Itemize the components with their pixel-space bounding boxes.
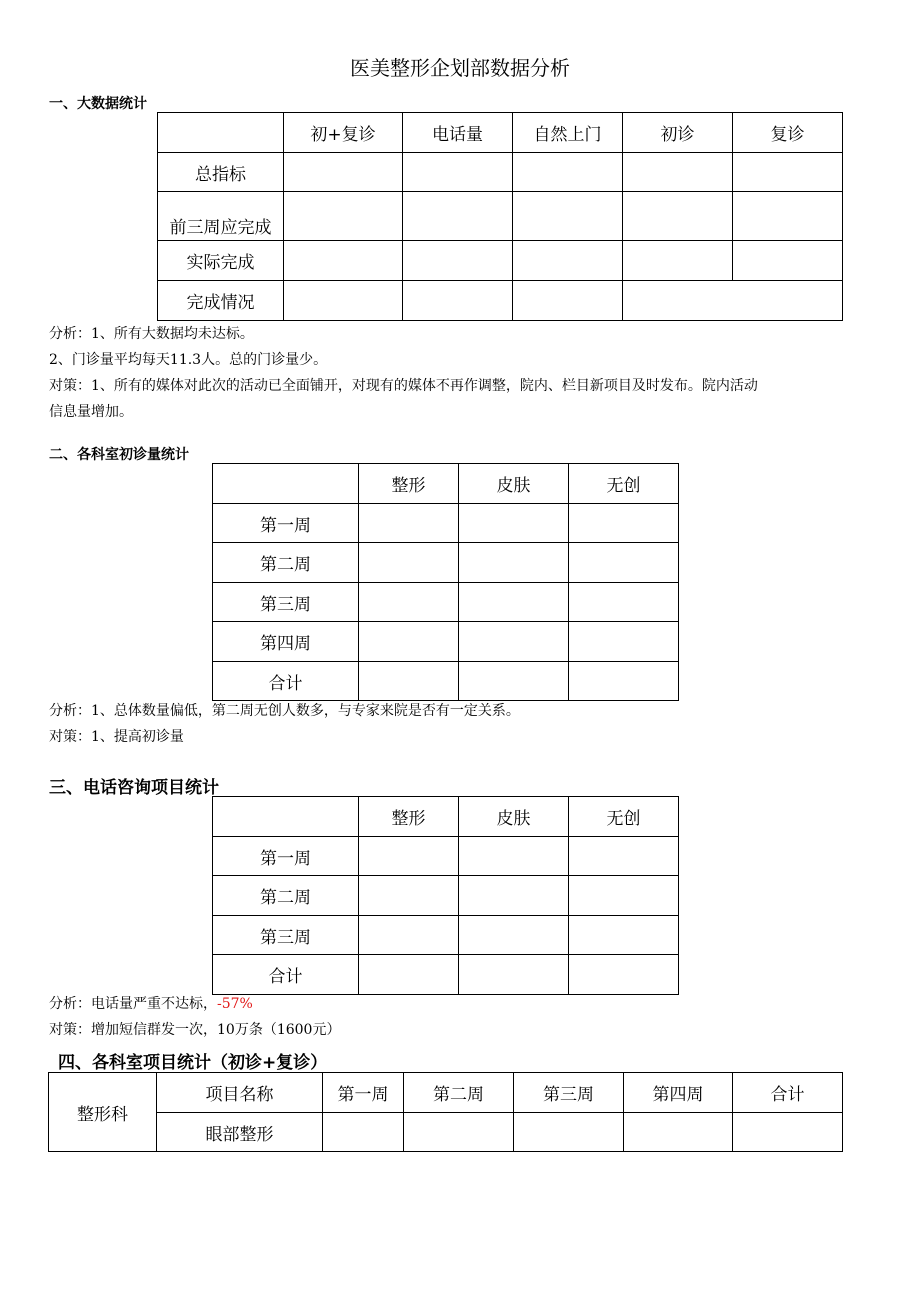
data-cell <box>569 916 679 955</box>
header-cell: 自然上门 <box>513 113 623 153</box>
data-cell <box>459 955 569 995</box>
table-header-row <box>158 113 843 153</box>
data-cell <box>459 876 569 916</box>
big-data-table <box>157 112 843 321</box>
data-cell <box>459 837 569 876</box>
row-label: 实际完成 <box>158 241 284 281</box>
data-cell <box>623 281 843 321</box>
header-cell: 复诊 <box>733 113 843 153</box>
header-cell <box>213 797 359 837</box>
header-cell: 合计 <box>733 1073 843 1113</box>
data-cell <box>513 241 623 281</box>
data-cell <box>284 241 403 281</box>
data-cell <box>403 192 513 241</box>
analysis-line: 分析：1、所有大数据均未达标。 <box>49 326 254 342</box>
header-cell: 第四周 <box>624 1073 733 1113</box>
data-cell <box>624 1113 733 1152</box>
s1-notes <box>49 321 849 425</box>
data-cell <box>459 583 569 622</box>
data-cell <box>569 876 679 916</box>
data-cell <box>513 192 623 241</box>
header-cell: 第二周 <box>404 1073 514 1113</box>
strategy-line: 对策：增加短信群发一次，10万条（1600元） <box>49 1022 341 1038</box>
analysis-line: 分析：1、总体数量偏低，第二周无创人数多，与专家来院是否有一定关系。 <box>49 703 520 719</box>
table-header-row <box>213 464 679 504</box>
table-row <box>213 916 679 955</box>
data-cell <box>623 153 733 192</box>
data-cell <box>359 504 459 543</box>
data-cell <box>359 876 459 916</box>
data-cell <box>569 662 679 701</box>
table-row <box>213 955 679 995</box>
header-cell: 第一周 <box>323 1073 404 1113</box>
page-title: 医美整形企划部数据分析 <box>350 56 570 80</box>
table-row <box>158 281 843 321</box>
data-cell <box>459 662 569 701</box>
data-cell <box>569 837 679 876</box>
row-label: 合计 <box>213 662 359 701</box>
data-cell <box>359 662 459 701</box>
header-cell <box>213 464 359 504</box>
strategy-line: 对策：1、提高初诊量 <box>49 729 184 745</box>
data-cell <box>459 916 569 955</box>
row-label: 第一周 <box>213 837 359 876</box>
row-label: 总指标 <box>158 153 284 192</box>
section-4-heading: 四、各科室项目统计（初诊+复诊） <box>58 1053 328 1073</box>
data-cell <box>359 916 459 955</box>
data-cell <box>569 504 679 543</box>
data-cell <box>359 955 459 995</box>
data-cell <box>569 583 679 622</box>
section-2-heading: 二、各科室初诊量统计 <box>49 447 189 463</box>
data-cell <box>284 281 403 321</box>
dept-project-table <box>48 1072 843 1152</box>
data-cell <box>623 192 733 241</box>
data-cell <box>323 1113 404 1152</box>
analysis-text: 分析：电话量严重不达标， <box>49 996 217 1012</box>
data-cell <box>403 153 513 192</box>
first-visit-table <box>212 463 679 701</box>
table-header-row <box>49 1073 843 1113</box>
data-cell <box>569 622 679 662</box>
header-cell: 无创 <box>569 797 679 837</box>
row-label: 第三周 <box>213 916 359 955</box>
table-row <box>158 241 843 281</box>
data-cell <box>359 583 459 622</box>
analysis-line <box>49 991 849 1017</box>
header-cell: 初+复诊 <box>284 113 403 153</box>
row-label: 眼部整形 <box>157 1113 323 1152</box>
data-cell <box>403 241 513 281</box>
strategy-line: 对策：1、所有的媒体对此次的活动已全面铺开，对现有的媒体不再作调整，院内、栏目新项目及时发布。院内活动 <box>49 378 758 394</box>
data-cell <box>623 241 733 281</box>
data-cell <box>513 153 623 192</box>
table-row <box>213 543 679 583</box>
phone-consult-table <box>212 796 679 995</box>
row-label: 第一周 <box>213 504 359 543</box>
data-cell <box>733 192 843 241</box>
data-cell <box>513 281 623 321</box>
header-cell: 初诊 <box>623 113 733 153</box>
row-label: 合计 <box>213 955 359 995</box>
header-cell: 项目名称 <box>157 1073 323 1113</box>
row-label: 完成情况 <box>158 281 284 321</box>
analysis-line: 2、门诊量平均每天11.3人。总的门诊量少。 <box>49 352 328 368</box>
header-cell: 整形 <box>359 464 459 504</box>
header-cell: 电话量 <box>403 113 513 153</box>
row-label: 前三周应完成 <box>158 192 284 241</box>
data-cell <box>403 281 513 321</box>
row-label: 第三周 <box>213 583 359 622</box>
data-cell <box>404 1113 514 1152</box>
data-cell <box>459 504 569 543</box>
table-row <box>213 876 679 916</box>
data-cell <box>359 622 459 662</box>
header-cell <box>158 113 284 153</box>
table-row <box>213 622 679 662</box>
table-header-row <box>213 797 679 837</box>
table-row <box>158 192 843 241</box>
data-cell <box>284 192 403 241</box>
data-cell <box>733 1113 843 1152</box>
data-cell <box>359 543 459 583</box>
data-cell <box>569 543 679 583</box>
header-cell: 皮肤 <box>459 464 569 504</box>
data-cell <box>459 543 569 583</box>
data-cell <box>733 241 843 281</box>
header-cell: 第三周 <box>514 1073 624 1113</box>
data-cell <box>569 955 679 995</box>
data-cell <box>733 153 843 192</box>
data-cell <box>459 622 569 662</box>
table-row <box>158 153 843 192</box>
dept-label: 整形科 <box>49 1073 157 1152</box>
header-cell: 皮肤 <box>459 797 569 837</box>
section-1-heading: 一、大数据统计 <box>49 96 147 112</box>
s3-notes <box>49 991 849 1043</box>
row-label: 第四周 <box>213 622 359 662</box>
table-row <box>213 837 679 876</box>
data-cell <box>514 1113 624 1152</box>
header-cell: 整形 <box>359 797 459 837</box>
data-cell <box>359 837 459 876</box>
table-row <box>49 1113 843 1152</box>
strategy-line: 信息量增加。 <box>49 404 133 420</box>
section-3-heading: 三、电话咨询项目统计 <box>49 778 219 798</box>
s2-notes <box>49 698 849 750</box>
table-row <box>213 662 679 701</box>
table-row <box>213 583 679 622</box>
row-label: 第二周 <box>213 543 359 583</box>
row-label: 第二周 <box>213 876 359 916</box>
negative-percent: -57% <box>217 996 253 1012</box>
header-cell: 无创 <box>569 464 679 504</box>
table-row <box>213 504 679 543</box>
data-cell <box>284 153 403 192</box>
